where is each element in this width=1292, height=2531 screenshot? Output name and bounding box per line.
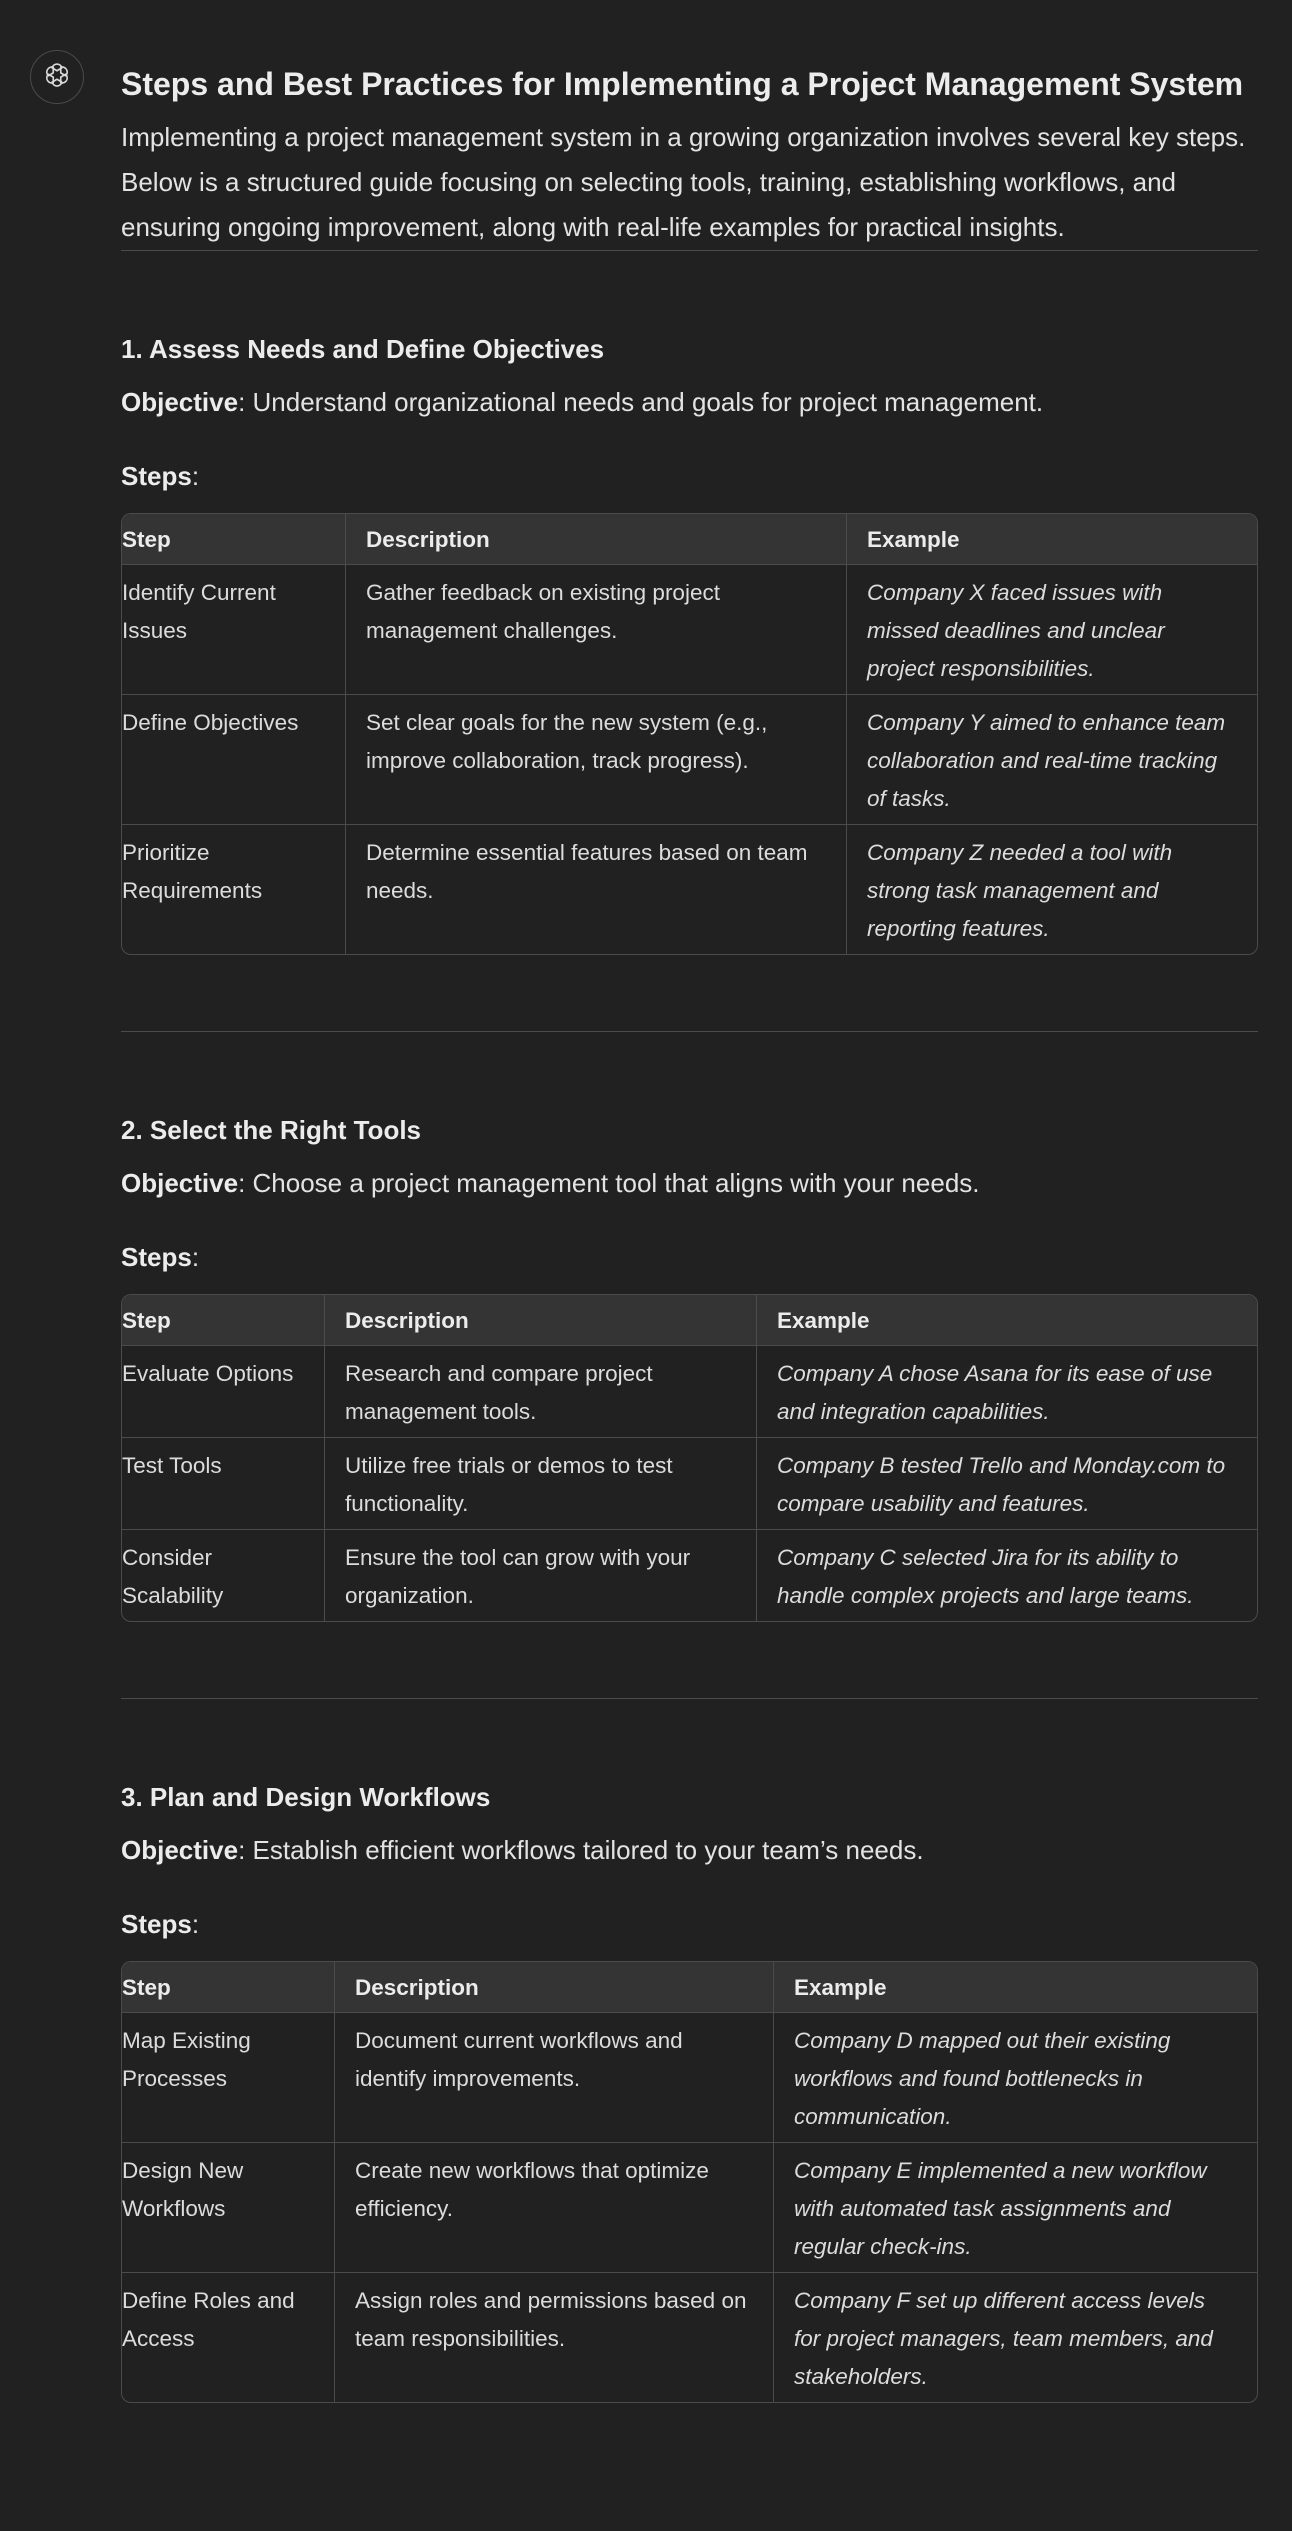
column-header-description: Description [346, 514, 847, 565]
steps-separator: : [191, 461, 200, 491]
cell-example: Company A chose Asana for its ease of use and integration capabilities. [777, 1361, 1213, 1424]
section-1 [121, 251, 1258, 955]
section-3 [121, 1699, 1258, 2403]
cell-step: Evaluate Options [122, 1346, 325, 1437]
cell-example: Company Z needed a tool with strong task management and reporting features. [847, 824, 1257, 954]
objective-label: Objective [121, 1835, 239, 1865]
section-title: 1. Assess Needs and Define Objectives [121, 334, 605, 364]
section-2 [121, 1032, 1258, 1622]
steps-heading [121, 1905, 1258, 1943]
cell-step: Consider Scalability [122, 1529, 325, 1621]
steps-heading [121, 1238, 1258, 1276]
cell-step: Map Existing Processes [122, 2013, 335, 2142]
cell-example: Company D mapped out their existing workflows and found bottlenecks in communication. [794, 2028, 1171, 2129]
cell-step: Design New Workflows [122, 2142, 335, 2272]
column-header-step: Step [122, 1962, 335, 2013]
cell-step: Prioritize Requirements [122, 824, 346, 954]
table-row [122, 824, 1257, 954]
objective-separator: : [238, 387, 253, 417]
objective-text: Establish efficient workflows tailored to your team’s needs. [252, 1835, 924, 1865]
cell-step: Define Objectives [122, 694, 346, 824]
objective-text: Choose a project management tool that aligns with your needs. [252, 1168, 980, 1198]
steps-table [121, 1961, 1258, 2403]
steps-heading [121, 457, 1258, 495]
table-row [122, 2272, 1257, 2402]
objective-label: Objective [121, 387, 239, 417]
cell-step: Test Tools [122, 1437, 325, 1529]
table-header-row [122, 514, 1257, 565]
cell-description: Gather feedback on existing project management challenges. [346, 565, 847, 694]
steps-separator: : [191, 1909, 200, 1939]
cell-step: Identify Current Issues [122, 565, 346, 694]
cell-example: Company B tested Trello and Monday.com to compare usability and features. [757, 1437, 1257, 1529]
objective-line [121, 383, 1258, 421]
cell-description: Utilize free trials or demos to test functionality. [325, 1437, 757, 1529]
cell-example: Company E implemented a new workflow with automated task assignments and regular check-ins. [774, 2142, 1257, 2272]
column-header-step: Step [122, 1295, 325, 1346]
column-header-example: Example [847, 514, 1257, 565]
cell-description: Document current workflows and identify improvements. [335, 2013, 774, 2142]
message-title: Steps and Best Practices for Implementing a Project Management System [121, 66, 1244, 102]
cell-example: Company F set up different access levels for project managers, team members, and stakeholders. [774, 2272, 1257, 2402]
table-row [122, 1346, 1257, 1437]
column-header-example: Example [757, 1295, 1257, 1346]
table-row [122, 1437, 1257, 1529]
table-header-row [122, 1295, 1257, 1346]
steps-label: Steps [121, 1909, 192, 1939]
cell-step: Define Roles and Access [122, 2272, 335, 2402]
objective-line [121, 1164, 1258, 1202]
cell-description: Determine essential features based on team needs. [346, 824, 847, 954]
table-row [122, 694, 1257, 824]
steps-table [121, 1294, 1258, 1622]
table-header-row [122, 1962, 1257, 2013]
objective-label: Objective [121, 1168, 239, 1198]
cell-description: Set clear goals for the new system (e.g., improve collaboration, track progress). [346, 694, 847, 824]
table-row [122, 565, 1257, 694]
column-header-step: Step [122, 514, 346, 565]
column-header-description: Description [325, 1295, 757, 1346]
objective-separator: : [238, 1835, 253, 1865]
intro-paragraph: Implementing a project management system in a growing organization involves several key steps. Below is a structured guide focusing on selecting tools, training, establishing workflows, and ensuring ongoing improvement, along with real-life examples for practical insights. [121, 122, 1246, 242]
openai-logo-icon [42, 60, 72, 95]
cell-description: Create new workflows that optimize efficiency. [335, 2142, 774, 2272]
assistant-avatar [30, 50, 84, 104]
steps-separator: : [191, 1242, 200, 1272]
cell-example: Company X faced issues with missed deadlines and unclear project responsibilities. [867, 580, 1165, 681]
steps-table [121, 513, 1258, 955]
cell-description: Assign roles and permissions based on team responsibilities. [335, 2272, 774, 2402]
objective-line [121, 1831, 1258, 1869]
objective-separator: : [238, 1168, 253, 1198]
table-row [122, 2142, 1257, 2272]
cell-description: Ensure the tool can grow with your organization. [325, 1529, 757, 1621]
table-row [122, 2013, 1257, 2142]
cell-example: Company Y aimed to enhance team collaboration and real-time tracking of tasks. [847, 694, 1257, 824]
table-row [122, 1529, 1257, 1621]
section-title: 2. Select the Right Tools [121, 1115, 422, 1145]
objective-text: Understand organizational needs and goals for project management. [252, 387, 1044, 417]
steps-label: Steps [121, 1242, 192, 1272]
cell-example: Company C selected Jira for its ability to handle complex projects and large teams. [757, 1529, 1257, 1621]
section-title: 3. Plan and Design Workflows [121, 1782, 491, 1812]
column-header-example: Example [774, 1962, 1257, 2013]
assistant-message [121, 58, 1258, 2403]
steps-label: Steps [121, 461, 192, 491]
cell-description: Research and compare project management tools. [325, 1346, 757, 1437]
column-header-description: Description [335, 1962, 774, 2013]
